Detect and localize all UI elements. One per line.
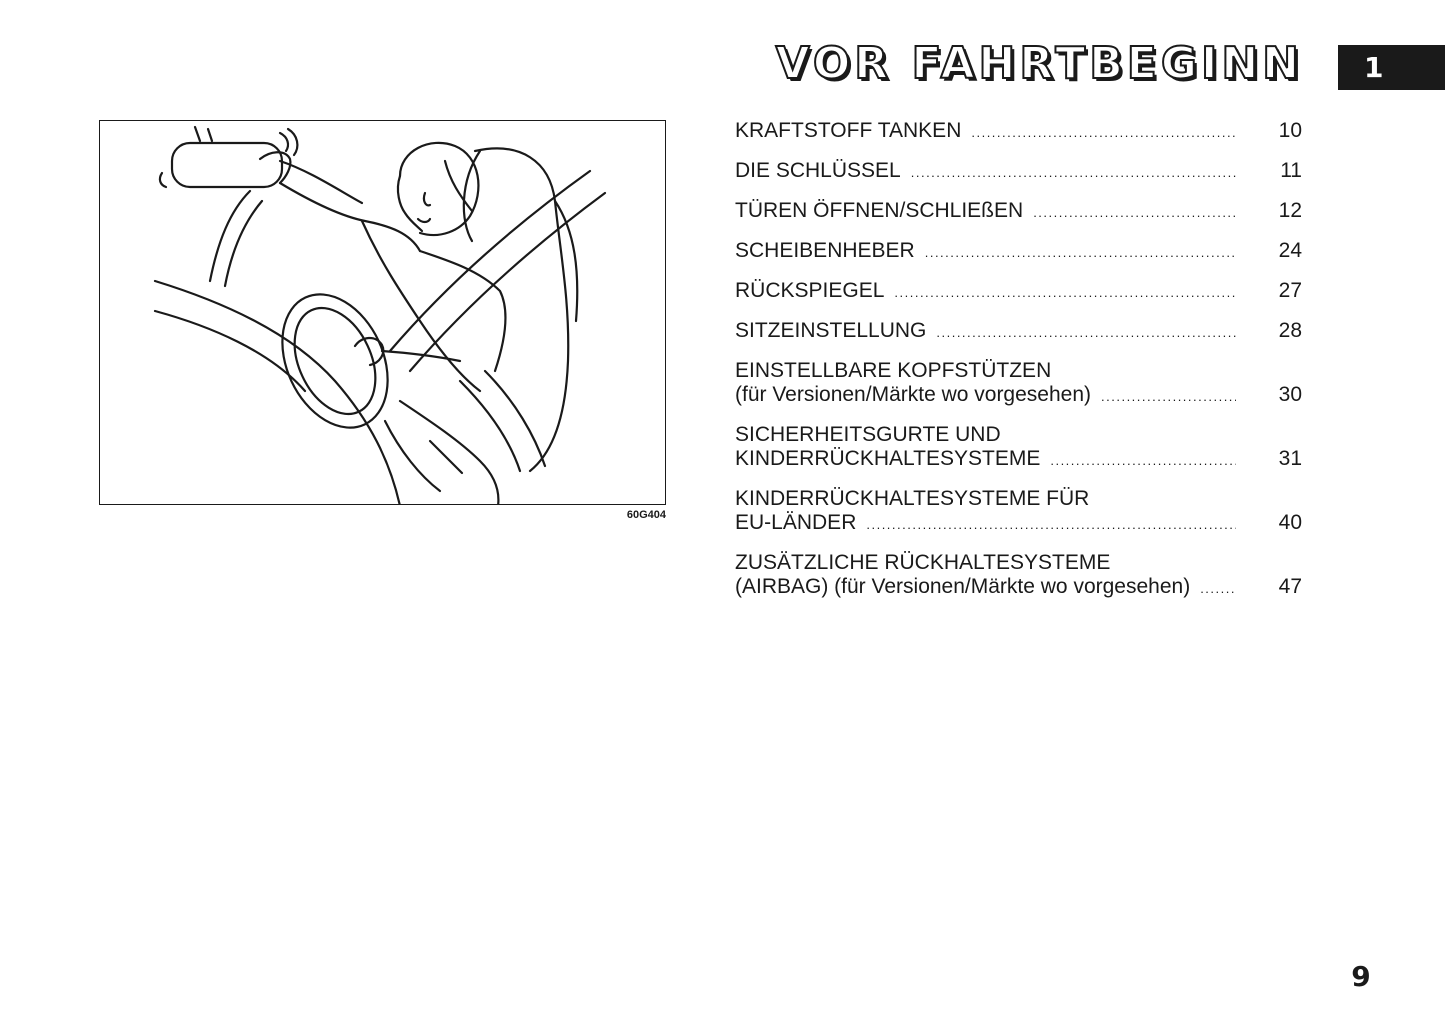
toc-entry[interactable] [735,199,1302,225]
toc-page-number: 30 [1278,383,1302,406]
toc-entry[interactable] [735,119,1302,145]
toc-entry[interactable] [735,551,1302,601]
toc-entry-title: KINDERRÜCKHALTESYSTEME FÜR [735,487,1090,510]
toc-page-number: 28 [1278,319,1302,342]
toc-entry[interactable] [735,487,1302,537]
illustration-driver-mirror [99,120,666,505]
toc-entry-title: EINSTELLBARE KOPFSTÜTZEN [735,359,1052,382]
toc-entry-title: SITZEINSTELLUNG [735,319,927,342]
toc-leader-dots [1050,449,1236,473]
table-of-contents [735,119,1302,615]
toc-entry-title: SCHEIBENHEBER [735,239,915,262]
toc-leader-dots [894,281,1236,305]
chapter-number: 1 [1364,51,1384,84]
toc-page-number: 11 [1280,159,1302,182]
toc-leader-dots [925,241,1236,265]
toc-page-number: 24 [1278,239,1302,262]
toc-entry-title: TÜREN ÖFFNEN/SCHLIEßEN [735,199,1024,222]
toc-entry[interactable] [735,159,1302,185]
section-title: VOR FAHRTBEGINN [775,38,1303,89]
toc-page-number: 31 [1278,447,1302,470]
toc-entry-title: SICHERHEITSGURTE UND [735,423,1001,446]
page-number: 9 [1351,960,1371,993]
toc-leader-dots [866,513,1236,537]
toc-leader-dots [911,161,1236,185]
toc-page-number: 40 [1278,511,1302,534]
toc-entry[interactable] [735,279,1302,305]
chapter-tab [1338,45,1445,90]
toc-entry[interactable] [735,423,1302,473]
toc-entry[interactable] [735,319,1302,345]
toc-entry-title: KRAFTSTOFF TANKEN [735,119,962,142]
toc-entry[interactable] [735,239,1302,265]
toc-entry-title: RÜCKSPIEGEL [735,279,885,302]
toc-leader-dots [1200,577,1236,601]
toc-entry-title: DIE SCHLÜSSEL [735,159,901,182]
figure-code: 60G404 [626,509,666,521]
toc-leader-dots [1101,385,1236,409]
toc-page-number: 10 [1278,119,1302,142]
toc-entry-title: EU-LÄNDER [735,511,857,534]
toc-page-number: 47 [1278,575,1302,598]
toc-leader-dots [936,321,1236,345]
toc-entry-title: KINDERRÜCKHALTESYSTEME [735,447,1041,470]
toc-entry-title: (für Versionen/Märkte wo vorgesehen) [735,383,1092,406]
toc-entry-title: ZUSÄTZLICHE RÜCKHALTESYSTEME [735,551,1111,574]
toc-page-number: 27 [1278,279,1302,302]
toc-entry-title: (AIRBAG) (für Versionen/Märkte wo vorgesehen) [735,575,1191,598]
toc-leader-dots [1033,201,1236,225]
toc-entry[interactable] [735,359,1302,409]
toc-leader-dots [971,121,1236,145]
toc-page-number: 12 [1278,199,1302,222]
